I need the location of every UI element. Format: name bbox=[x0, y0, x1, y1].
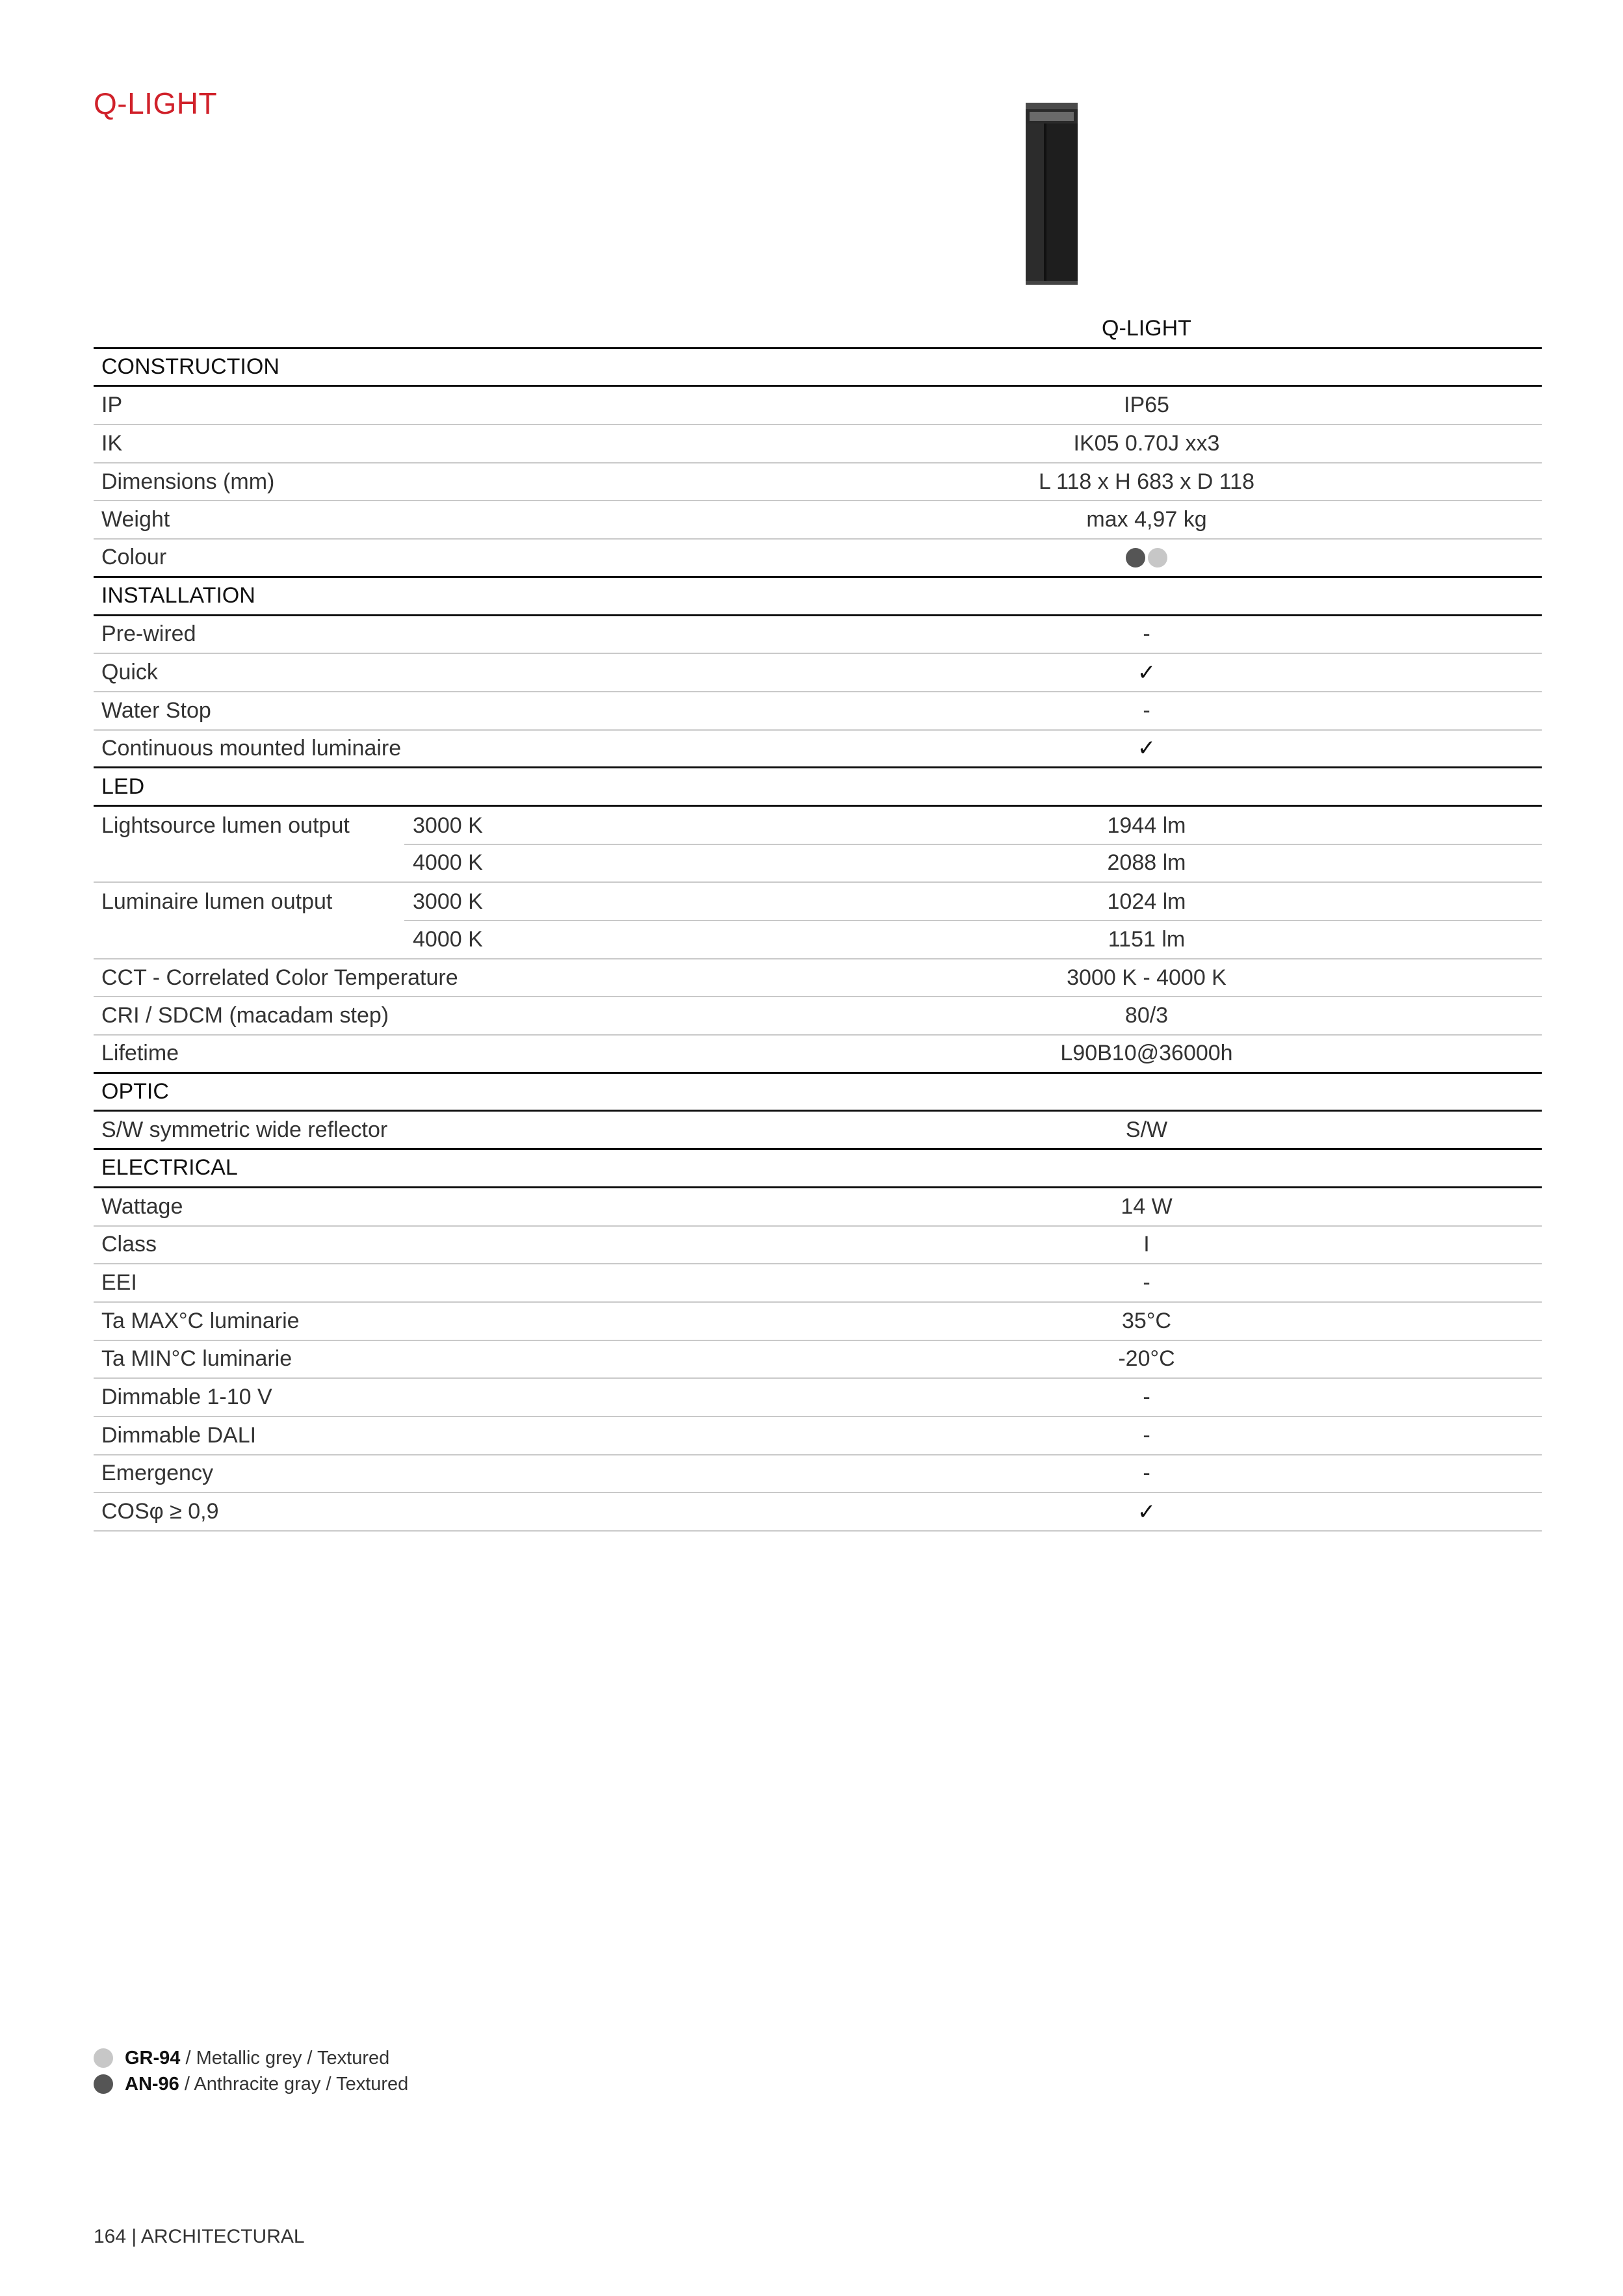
spec-row bbox=[94, 1036, 1542, 1074]
colour-swatches bbox=[744, 540, 1550, 576]
anthracite-swatch bbox=[1126, 548, 1145, 567]
spec-row bbox=[94, 883, 1542, 921]
spec-row bbox=[94, 425, 1542, 463]
spec-row bbox=[94, 731, 1542, 769]
spec-value: - bbox=[1143, 1270, 1150, 1296]
spec-value: L 118 x H 683 x D 118 bbox=[1038, 469, 1254, 494]
spec-value: 2088 lm bbox=[1107, 850, 1186, 876]
spec-row bbox=[94, 1417, 1542, 1455]
spec-value: - bbox=[1143, 621, 1150, 647]
spec-row bbox=[94, 1112, 1542, 1150]
spec-label: Ta MIN°C luminarie bbox=[101, 1346, 292, 1372]
spec-row bbox=[94, 1264, 1542, 1303]
spec-sublabel: 3000 K bbox=[413, 813, 483, 838]
spec-row bbox=[94, 387, 1542, 425]
spec-row bbox=[94, 1303, 1542, 1341]
spec-label: Lightsource lumen output bbox=[101, 813, 350, 838]
spec-value: 1151 lm bbox=[1108, 926, 1186, 952]
legend-item-an96 bbox=[94, 2071, 408, 2097]
spec-label: S/W symmetric wide reflector bbox=[101, 1117, 388, 1142]
spec-label: Quick bbox=[101, 660, 158, 685]
spec-value: 35°C bbox=[1122, 1308, 1171, 1333]
spec-label: Pre-wired bbox=[101, 621, 196, 647]
legend-code: GR-94 bbox=[125, 2047, 181, 2068]
spec-label: Emergency bbox=[101, 1461, 213, 1486]
spec-sublabel: 3000 K bbox=[413, 889, 483, 915]
spec-value: IK05 0.70J xx3 bbox=[1073, 430, 1220, 456]
spec-row bbox=[94, 845, 1542, 883]
legend-item-gr94 bbox=[94, 2045, 408, 2071]
spec-label: CCT - Correlated Color Temperature bbox=[101, 965, 458, 990]
colour-legend bbox=[94, 2045, 408, 2097]
spec-row bbox=[94, 1455, 1542, 1494]
spec-table bbox=[94, 311, 1542, 1532]
spec-value: 3000 K - 4000 K bbox=[1067, 965, 1227, 990]
spec-sublabel: 4000 K bbox=[413, 926, 483, 952]
spec-label: COSφ ≥ 0,9 bbox=[101, 1499, 219, 1524]
product-column-heading: Q-LIGHT bbox=[1102, 316, 1191, 341]
spec-row bbox=[94, 463, 1542, 502]
spec-label: Luminaire lumen output bbox=[101, 889, 333, 915]
spec-row bbox=[94, 959, 1542, 998]
spec-sublabel: 4000 K bbox=[413, 850, 483, 876]
spec-row bbox=[94, 1227, 1542, 1265]
spec-value: max 4,97 kg bbox=[1086, 507, 1207, 532]
section-header bbox=[94, 1074, 1542, 1112]
spec-row bbox=[94, 654, 1542, 692]
legend-text: / Anthracite gray / Textured bbox=[179, 2073, 409, 2094]
legend-text: / Metallic grey / Textured bbox=[180, 2047, 390, 2068]
metallic-grey-swatch bbox=[1148, 548, 1167, 567]
spec-row bbox=[94, 616, 1542, 655]
spec-row bbox=[94, 1493, 1542, 1532]
page-footer: 164 | ARCHITECTURAL bbox=[94, 2226, 305, 2247]
spec-label: CRI / SDCM (macadam step) bbox=[101, 1003, 389, 1028]
anthracite-swatch bbox=[94, 2074, 113, 2094]
spec-label: Wattage bbox=[101, 1194, 183, 1219]
spec-value: - bbox=[1143, 698, 1150, 723]
spec-value: 1024 lm bbox=[1107, 889, 1186, 915]
spec-row bbox=[94, 1379, 1542, 1417]
brand-title: Q-LIGHT bbox=[94, 86, 218, 120]
section-title: LED bbox=[101, 774, 145, 799]
spec-row bbox=[94, 1188, 1542, 1227]
spec-label: Water Stop bbox=[101, 698, 211, 723]
spec-value: -20°C bbox=[1118, 1346, 1175, 1372]
spec-value: - bbox=[1143, 1385, 1150, 1410]
spec-value: - bbox=[1143, 1461, 1150, 1486]
metallic-grey-swatch bbox=[94, 2048, 113, 2068]
spec-label: Dimmable DALI bbox=[101, 1422, 257, 1448]
section-header bbox=[94, 349, 1542, 387]
spec-value: S/W bbox=[1125, 1117, 1168, 1142]
spec-label: Dimensions (mm) bbox=[101, 469, 275, 494]
spec-label: Weight bbox=[101, 507, 170, 532]
spec-label: Class bbox=[101, 1232, 157, 1257]
spec-row bbox=[94, 921, 1542, 959]
check-icon: ✓ bbox=[1137, 1498, 1156, 1525]
spec-row bbox=[94, 540, 1542, 578]
legend-code: AN-96 bbox=[125, 2073, 179, 2094]
spec-value: 80/3 bbox=[1124, 1003, 1169, 1028]
spec-row bbox=[94, 1341, 1542, 1379]
section-title: INSTALLATION bbox=[101, 583, 255, 608]
section-title: ELECTRICAL bbox=[101, 1155, 238, 1181]
spec-value: - bbox=[1143, 1422, 1150, 1448]
section-header bbox=[94, 768, 1542, 807]
product-image bbox=[1020, 103, 1083, 285]
section-title: CONSTRUCTION bbox=[101, 354, 279, 380]
section-title: OPTIC bbox=[101, 1079, 169, 1104]
spec-value: L90B10@36000h bbox=[1060, 1041, 1233, 1066]
spec-value: 14 W bbox=[1121, 1194, 1173, 1219]
spec-row bbox=[94, 997, 1542, 1036]
spec-value: I bbox=[1143, 1232, 1150, 1257]
spec-label: Dimmable 1-10 V bbox=[101, 1385, 272, 1410]
spec-label: Colour bbox=[101, 545, 167, 570]
spec-label: Ta MAX°C luminarie bbox=[101, 1308, 300, 1333]
spec-label: EEI bbox=[101, 1270, 137, 1296]
spec-label: IP bbox=[101, 393, 123, 418]
spec-row bbox=[94, 692, 1542, 731]
spec-label: IK bbox=[101, 430, 123, 456]
spec-label: Continuous mounted luminaire bbox=[101, 735, 402, 761]
spec-label: Lifetime bbox=[101, 1041, 179, 1066]
spec-value: 1944 lm bbox=[1107, 813, 1186, 838]
section-header bbox=[94, 578, 1542, 616]
check-icon: ✓ bbox=[1137, 659, 1156, 686]
spec-row bbox=[94, 807, 1542, 845]
table-header bbox=[94, 311, 1542, 349]
check-icon: ✓ bbox=[1137, 735, 1156, 762]
section-header bbox=[94, 1150, 1542, 1188]
spec-value: IP65 bbox=[1124, 393, 1169, 418]
spec-row bbox=[94, 501, 1542, 540]
